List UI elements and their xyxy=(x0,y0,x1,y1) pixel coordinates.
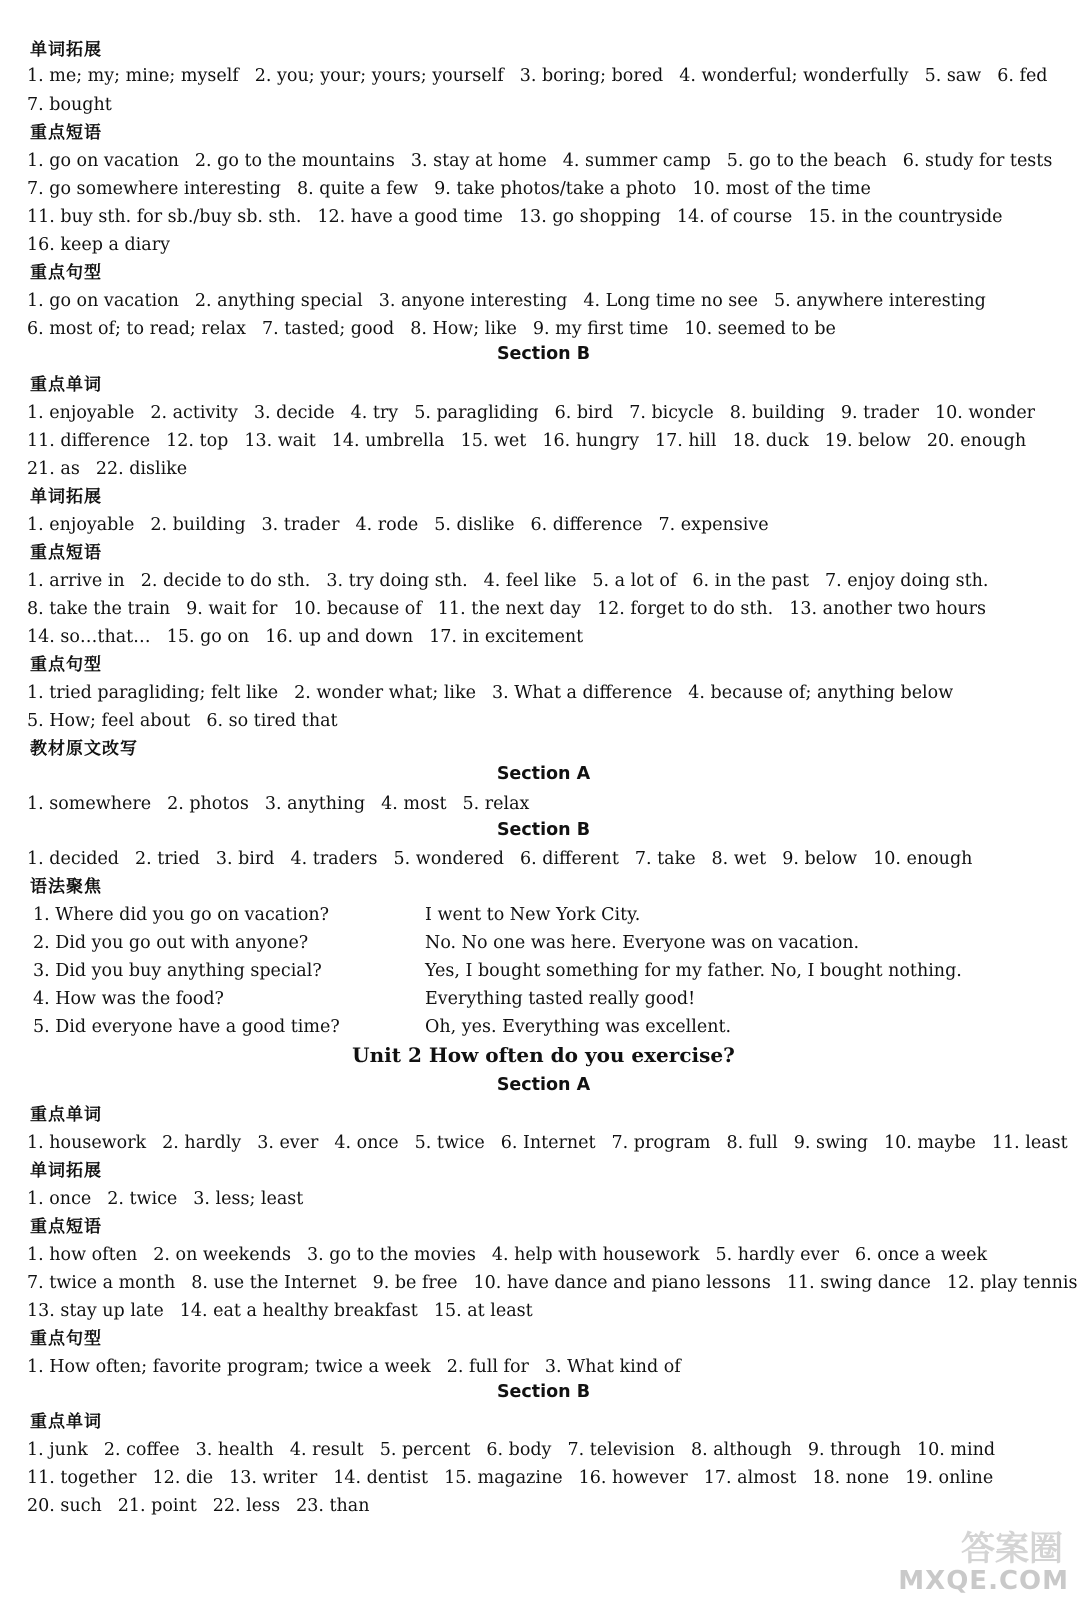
answer-line xyxy=(27,790,1067,818)
answer-item: 6. difference xyxy=(530,515,643,535)
answer-item: 11. least xyxy=(991,1133,1068,1153)
answer-item: 1. go on vacation xyxy=(27,291,179,311)
answer-item: 5. a lot of xyxy=(592,571,677,591)
answer-line xyxy=(27,707,1067,735)
answer-item: 8. wet xyxy=(711,849,767,869)
section-heading: 单词拓展 xyxy=(30,40,102,60)
answer-item: 5. dislike xyxy=(434,515,515,535)
answer-item: 3. decide xyxy=(253,403,335,423)
answer-line xyxy=(27,1185,1067,1213)
answer-item: 10. seemed to be xyxy=(684,319,836,339)
answer-line xyxy=(27,203,1067,231)
answer-item: 3. trader xyxy=(261,515,340,535)
answer-item: 9. trader xyxy=(840,403,919,423)
answer-item: 8. How; like xyxy=(410,319,517,339)
answer-item: 1. tried paragliding; felt like xyxy=(27,683,279,703)
answer-item: 12. die xyxy=(152,1468,214,1488)
answer-item: 6. bird xyxy=(554,403,614,423)
watermark-url: MXQE.COM xyxy=(898,1566,1069,1596)
answer-item: 4. most xyxy=(381,794,447,814)
answer-item: 21. as xyxy=(27,459,80,479)
answer-item: 1. decided xyxy=(27,849,119,869)
grammar-question: 3. Did you buy anything special? xyxy=(33,961,322,981)
answer-item: 14. so…that… xyxy=(27,627,151,647)
answer-item: 1. How often; favorite program; twice a week xyxy=(27,1357,431,1377)
answer-item: 6. fed xyxy=(997,66,1048,86)
answer-item: 6. most of; to read; relax xyxy=(27,319,247,339)
watermark-logo: 答案圈 xyxy=(961,1529,1063,1569)
answer-item: 3. ever xyxy=(257,1133,319,1153)
grammar-answer: Yes, I bought something for my father. No, I bought nothing. xyxy=(425,961,962,981)
answer-item: 2. coffee xyxy=(103,1440,180,1460)
section-heading: 单词拓展 xyxy=(30,1161,102,1181)
section-heading: 教材原文改写 xyxy=(30,739,138,759)
section-title: Section A xyxy=(496,764,591,784)
answer-item: 9. through xyxy=(807,1440,902,1460)
answer-item: 19. online xyxy=(905,1468,994,1488)
answer-item: 14. of course xyxy=(676,207,793,227)
answer-item: 20. enough xyxy=(926,431,1027,451)
answer-item: 2. full for xyxy=(446,1357,529,1377)
answer-item: 12. top xyxy=(166,431,229,451)
answer-item: 5. saw xyxy=(924,66,982,86)
answer-item: 2. wonder what; like xyxy=(294,683,476,703)
answer-line xyxy=(27,511,1067,539)
grammar-question: 4. How was the food? xyxy=(33,989,224,1009)
answer-item: 1. enjoyable xyxy=(27,515,135,535)
section-title: Section B xyxy=(496,344,591,364)
answer-item: 3. anyone interesting xyxy=(378,291,568,311)
answer-item: 22. dislike xyxy=(95,459,188,479)
grammar-question: 5. Did everyone have a good time? xyxy=(33,1017,340,1037)
answer-item: 1. once xyxy=(27,1189,92,1209)
answer-item: 1. somewhere xyxy=(27,794,152,814)
answer-item: 10. wonder xyxy=(934,403,1036,423)
answer-item: 2. tried xyxy=(134,849,200,869)
answer-item: 7. go somewhere interesting xyxy=(27,179,281,199)
answer-line xyxy=(27,147,1067,175)
answer-item: 15. in the countryside xyxy=(808,207,1003,227)
answer-item: 10. most of the time xyxy=(692,179,871,199)
answer-item: 5. hardly ever xyxy=(715,1245,840,1265)
answer-item: 15. at least xyxy=(433,1301,533,1321)
answer-item: 10. because of xyxy=(293,599,422,619)
answer-item: 15. go on xyxy=(166,627,250,647)
answer-item: 11. difference xyxy=(27,431,151,451)
answer-item: 13. wait xyxy=(244,431,316,451)
answer-line xyxy=(27,595,1067,623)
answer-item: 7. tasted; good xyxy=(262,319,395,339)
answer-item: 16. hungry xyxy=(542,431,639,451)
section-title: Section B xyxy=(496,820,591,840)
answer-item: 7. program xyxy=(611,1133,711,1153)
answer-item: 8. building xyxy=(729,403,825,423)
answer-item: 18. none xyxy=(812,1468,890,1488)
answer-item: 2. activity xyxy=(150,403,238,423)
answer-line xyxy=(27,1464,1067,1492)
answer-item: 18. duck xyxy=(732,431,809,451)
answer-item: 12. play tennis xyxy=(946,1273,1078,1293)
section-heading: 重点单词 xyxy=(30,1412,102,1432)
answer-item: 20. such xyxy=(27,1496,102,1516)
answer-line xyxy=(27,1297,1067,1325)
section-title: Section B xyxy=(496,1382,591,1402)
answer-item: 7. television xyxy=(567,1440,675,1460)
answer-item: 1. how often xyxy=(27,1245,138,1265)
answer-item: 1. arrive in xyxy=(27,571,125,591)
answer-item: 5. percent xyxy=(379,1440,471,1460)
answer-item: 17. hill xyxy=(655,431,717,451)
answer-line xyxy=(27,455,1067,483)
answer-item: 6. so tired that xyxy=(206,711,338,731)
answer-item: 9. wait for xyxy=(186,599,278,619)
answer-line xyxy=(27,62,1067,90)
answer-item: 4. once xyxy=(334,1133,399,1153)
answer-item: 10. enough xyxy=(873,849,973,869)
answer-item: 5. twice xyxy=(414,1133,485,1153)
answer-item: 13. stay up late xyxy=(27,1301,164,1321)
answer-item: 14. umbrella xyxy=(331,431,445,451)
unit-title: Unit 2 How often do you exercise? xyxy=(352,1043,735,1067)
answer-item: 8. quite a few xyxy=(296,179,419,199)
answer-item: 2. photos xyxy=(167,794,249,814)
answer-item: 7. bicycle xyxy=(629,403,714,423)
answer-item: 19. below xyxy=(824,431,911,451)
section-heading: 语法聚焦 xyxy=(30,877,102,897)
answer-item: 3. bird xyxy=(215,849,275,869)
answer-item: 11. the next day xyxy=(437,599,582,619)
answer-item: 2. hardly xyxy=(162,1133,242,1153)
answer-item: 5. paragliding xyxy=(414,403,539,423)
answer-item: 1. me; my; mine; myself xyxy=(27,66,239,86)
answer-item: 6. in the past xyxy=(692,571,809,591)
answer-item: 7. expensive xyxy=(658,515,769,535)
answer-item: 4. help with housework xyxy=(491,1245,700,1265)
answer-item: 3. stay at home xyxy=(410,151,547,171)
answer-item: 15. wet xyxy=(460,431,527,451)
answer-item: 3. go to the movies xyxy=(307,1245,476,1265)
section-heading: 重点短语 xyxy=(30,543,102,563)
answer-item: 7. twice a month xyxy=(27,1273,176,1293)
answer-item: 13. go shopping xyxy=(518,207,661,227)
answer-item: 11. buy sth. for sb./buy sb. sth. xyxy=(27,207,302,227)
answer-item: 9. take photos/take a photo xyxy=(434,179,677,199)
grammar-answer: Oh, yes. Everything was excellent. xyxy=(425,1017,732,1037)
answer-line xyxy=(27,315,1067,343)
grammar-question: 1. Where did you go on vacation? xyxy=(33,905,330,925)
answer-item: 1. enjoyable xyxy=(27,403,135,423)
section-heading: 重点短语 xyxy=(30,123,102,143)
answer-item: 12. have a good time xyxy=(317,207,503,227)
answer-item: 4. try xyxy=(350,403,399,423)
section-heading: 重点句型 xyxy=(30,1329,102,1349)
answer-item: 11. swing dance xyxy=(786,1273,931,1293)
answer-item: 4. rode xyxy=(355,515,419,535)
answer-item: 10. maybe xyxy=(884,1133,976,1153)
answer-item: 1. go on vacation xyxy=(27,151,179,171)
grammar-question: 2. Did you go out with anyone? xyxy=(33,933,309,953)
answer-line xyxy=(27,287,1067,315)
answer-item: 4. summer camp xyxy=(562,151,711,171)
answer-line xyxy=(27,399,1067,427)
answer-item: 3. What kind of xyxy=(544,1357,681,1377)
answer-item: 4. traders xyxy=(290,849,378,869)
answer-item: 10. have dance and piano lessons xyxy=(473,1273,771,1293)
answer-item: 3. try doing sth. xyxy=(326,571,468,591)
section-heading: 重点单词 xyxy=(30,1105,102,1125)
answer-line xyxy=(27,1492,1067,1520)
answer-item: 2. building xyxy=(150,515,246,535)
section-heading: 重点短语 xyxy=(30,1217,102,1237)
answer-item: 6. once a week xyxy=(855,1245,988,1265)
answer-item: 2. on weekends xyxy=(153,1245,292,1265)
answer-item: 4. wonderful; wonderfully xyxy=(679,66,909,86)
grammar-answer: Everything tasted really good! xyxy=(425,989,696,1009)
answer-line xyxy=(27,175,1067,203)
answer-item: 6. different xyxy=(519,849,619,869)
answer-item: 1. housework xyxy=(27,1133,147,1153)
answer-item: 16. however xyxy=(578,1468,688,1488)
section-heading: 重点句型 xyxy=(30,263,102,283)
answer-item: 8. take the train xyxy=(27,599,171,619)
answer-item: 9. swing xyxy=(793,1133,869,1153)
answer-item: 3. anything xyxy=(264,794,366,814)
answer-item: 2. you; your; yours; yourself xyxy=(254,66,504,86)
answer-item: 5. go to the beach xyxy=(726,151,887,171)
answer-item: 9. be free xyxy=(372,1273,458,1293)
answer-item: 5. anywhere interesting xyxy=(774,291,986,311)
answer-item: 7. enjoy doing sth. xyxy=(824,571,989,591)
answer-item: 10. mind xyxy=(917,1440,996,1460)
answer-item: 5. relax xyxy=(462,794,530,814)
answer-item: 2. go to the mountains xyxy=(194,151,395,171)
answer-item: 21. point xyxy=(117,1496,197,1516)
section-heading: 单词拓展 xyxy=(30,487,102,507)
answer-item: 4. feel like xyxy=(483,571,577,591)
answer-item: 14. dentist xyxy=(333,1468,429,1488)
answer-item: 3. What a difference xyxy=(492,683,673,703)
answer-line xyxy=(27,1353,1067,1381)
answer-item: 2. twice xyxy=(107,1189,178,1209)
answer-item: 13. another two hours xyxy=(789,599,987,619)
answer-item: 4. Long time no see xyxy=(583,291,758,311)
answer-item: 13. writer xyxy=(229,1468,318,1488)
grammar-answer: I went to New York City. xyxy=(425,905,641,925)
answer-item: 8. full xyxy=(726,1133,778,1153)
answer-line xyxy=(27,1269,1078,1297)
answer-item: 3. boring; bored xyxy=(519,66,664,86)
answer-item: 8. use the Internet xyxy=(191,1273,357,1293)
answer-line xyxy=(27,91,1067,119)
answer-item: 5. wondered xyxy=(393,849,504,869)
answer-item: 22. less xyxy=(212,1496,281,1516)
answer-item: 14. eat a healthy breakfast xyxy=(179,1301,418,1321)
section-title: Section A xyxy=(496,1075,591,1095)
answer-line xyxy=(27,427,1067,455)
answer-item: 17. almost xyxy=(703,1468,797,1488)
answer-line xyxy=(27,679,1067,707)
answer-item: 6. study for tests xyxy=(902,151,1053,171)
answer-item: 5. How; feel about xyxy=(27,711,191,731)
answer-item: 3. less; least xyxy=(193,1189,304,1209)
answer-line xyxy=(27,623,1067,651)
answer-line xyxy=(27,231,1067,259)
answer-item: 23. than xyxy=(296,1496,370,1516)
answer-item: 4. result xyxy=(289,1440,364,1460)
answer-line xyxy=(27,567,1067,595)
grammar-answer: No. No one was here. Everyone was on vacation. xyxy=(425,933,860,953)
answer-item: 12. forget to do sth. xyxy=(597,599,774,619)
section-heading: 重点单词 xyxy=(30,375,102,395)
answer-item: 8. although xyxy=(690,1440,792,1460)
answer-item: 9. my first time xyxy=(532,319,669,339)
answer-item: 6. body xyxy=(486,1440,552,1460)
answer-item: 15. magazine xyxy=(444,1468,563,1488)
section-heading: 重点句型 xyxy=(30,655,102,675)
answer-item: 1. junk xyxy=(27,1440,88,1460)
answer-line xyxy=(27,1129,1067,1157)
answer-item: 16. keep a diary xyxy=(27,235,170,255)
answer-item: 6. Internet xyxy=(500,1133,596,1153)
answer-line xyxy=(27,845,1067,873)
answer-item: 2. decide to do sth. xyxy=(140,571,311,591)
answer-item: 7. bought xyxy=(27,95,112,115)
answer-item: 2. anything special xyxy=(194,291,363,311)
answer-line xyxy=(27,1436,1067,1464)
answer-item: 4. because of; anything below xyxy=(688,683,954,703)
answer-item: 3. health xyxy=(195,1440,274,1460)
answer-item: 16. up and down xyxy=(265,627,414,647)
answer-item: 7. take xyxy=(634,849,696,869)
answer-item: 17. in excitement xyxy=(429,627,584,647)
answer-item: 9. below xyxy=(782,849,858,869)
answer-item: 11. together xyxy=(27,1468,137,1488)
answer-line xyxy=(27,1241,1067,1269)
